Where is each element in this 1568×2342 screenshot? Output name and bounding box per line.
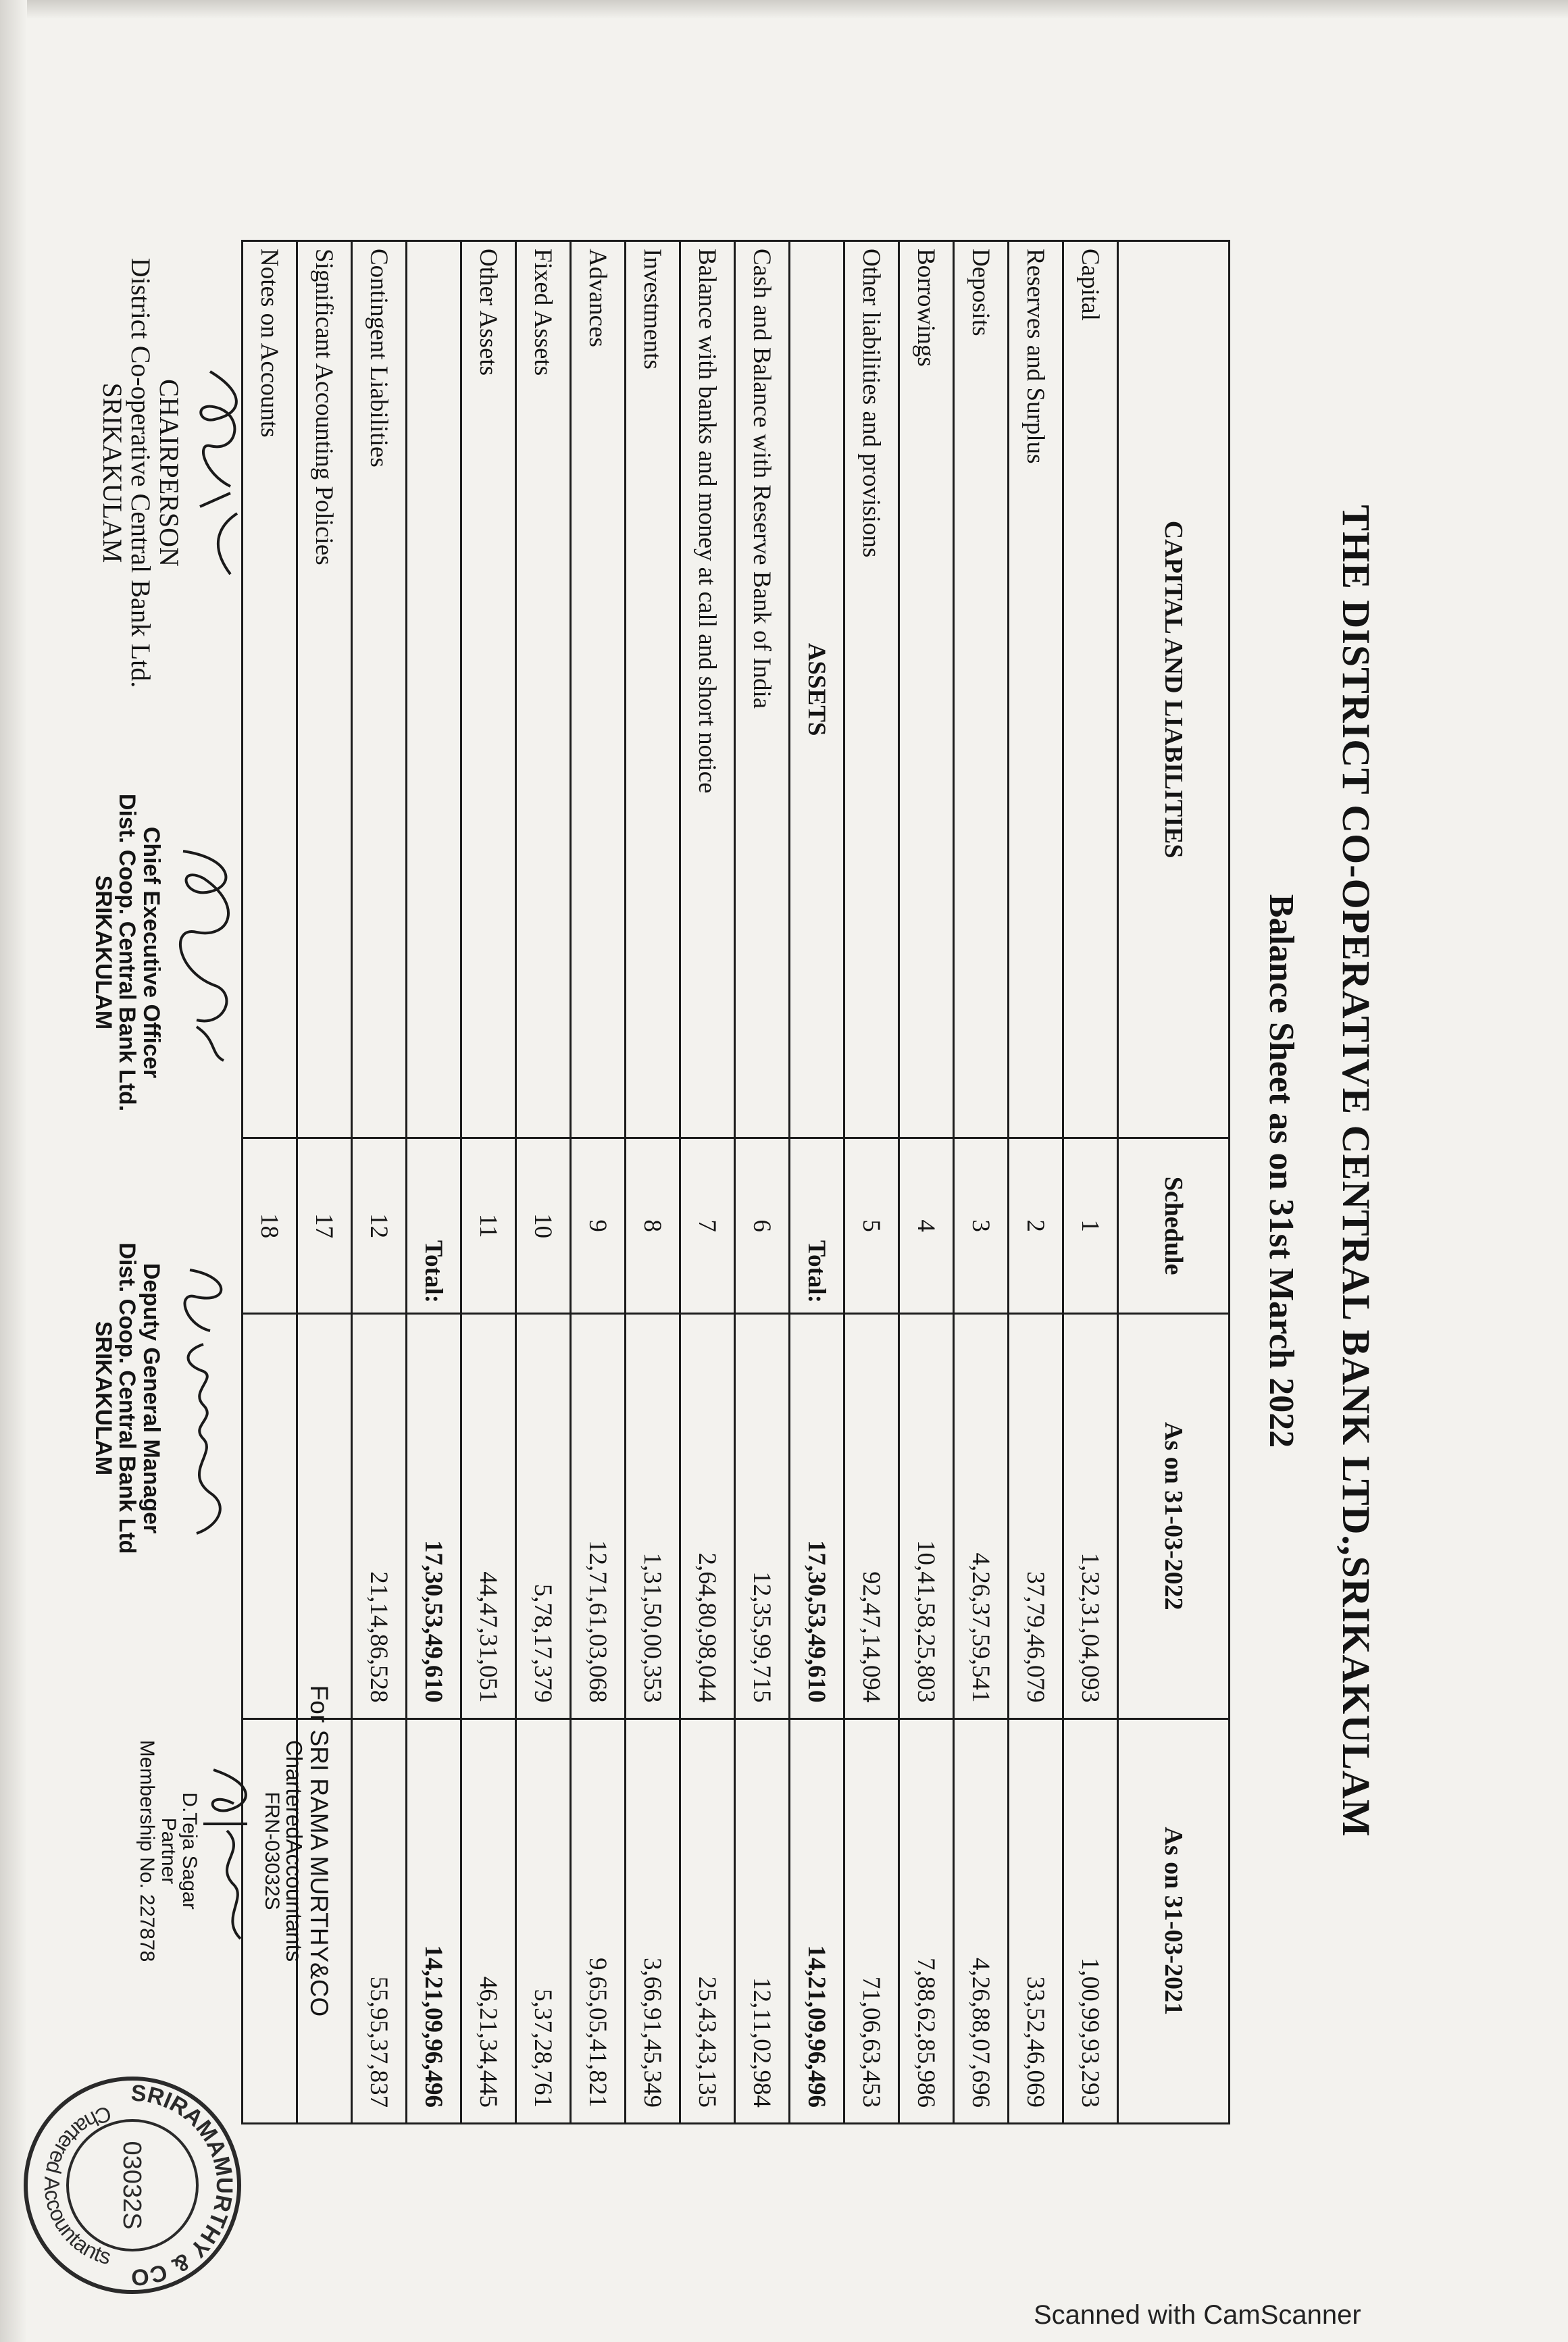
assets-total-row [407, 241, 461, 2124]
table-row [735, 241, 790, 2124]
table-row [626, 241, 680, 2124]
table-row [680, 241, 735, 2124]
auditor-signature-block [136, 1608, 332, 2094]
row-previous: 4,26,88,07,696 [954, 1719, 1009, 2123]
table-header-row [1118, 241, 1230, 2124]
camscanner-watermark: Scanned with CamScanner [1034, 2300, 1361, 2330]
row-label: Investments [626, 241, 680, 1138]
dgm-place: SRIKAKULAM [90, 1321, 116, 1476]
auditor-firm: For SRI RAMA MURTHY&CO [305, 1685, 333, 2017]
row-previous: 25,43,43,135 [680, 1719, 735, 2123]
total-label: Total: [407, 1138, 461, 1314]
row-label: Other liabilities and provisions [844, 241, 899, 1138]
row-label: Reserves and Surplus [1009, 241, 1063, 1138]
row-label: Borrowings [899, 241, 954, 1138]
ceo-org: Dist. Coop. Central Bank Ltd. [114, 793, 141, 1112]
row-label: Notes on Accounts [243, 241, 297, 1138]
row-label: Fixed Assets [516, 241, 571, 1138]
row-previous: 33,52,46,069 [1009, 1719, 1063, 2123]
row-label: Capital [1063, 241, 1118, 1138]
auditor-seal-stamp [21, 2074, 244, 2297]
header-current-year: As on 31-03-2022 [1118, 1314, 1230, 1719]
header-particulars: CAPITAL AND LIABILITIES [1118, 241, 1230, 1138]
total-previous: 14,21,09,96,496 [790, 1719, 844, 2123]
row-schedule: 18 [243, 1138, 297, 1314]
total-current: 17,30,53,49,610 [407, 1314, 461, 1719]
assets-heading: ASSETS [790, 241, 844, 1138]
row-schedule: 2 [1009, 1138, 1063, 1314]
ceo-signature-block [91, 696, 244, 1209]
bank-title: THE DISTRICT CO-OPERATIVE CENTRAL BANK LTD.,SRIKAKULAM [1334, 505, 1378, 1837]
chairperson-signature-block [98, 223, 257, 723]
empty-cell [407, 241, 461, 1138]
row-schedule: 5 [844, 1138, 899, 1314]
row-schedule: 8 [626, 1138, 680, 1314]
chairperson-org: District Co-operative Central Bank Ltd. [126, 257, 156, 688]
auditor-membership: Membership No. 227878 [136, 1739, 159, 1962]
row-label: Significant Accounting Policies [297, 241, 352, 1138]
ceo-title: Chief Executive Officer [138, 826, 164, 1079]
seal-bottom-text: Chartered Accountants [39, 2101, 115, 2270]
table-row [352, 241, 407, 2124]
row-label: Advances [571, 241, 626, 1138]
table-row [954, 241, 1009, 2124]
row-schedule: 12 [352, 1138, 407, 1314]
row-current: 5,78,17,379 [516, 1314, 571, 1719]
dgm-title: Deputy General Manager [138, 1263, 164, 1534]
row-schedule: 7 [680, 1138, 735, 1314]
row-schedule: 11 [461, 1138, 516, 1314]
row-schedule: 10 [516, 1138, 571, 1314]
dgm-signature-block [91, 1142, 244, 1655]
row-current: 37,79,46,079 [1009, 1314, 1063, 1719]
total-previous: 14,21,09,96,496 [407, 1719, 461, 2123]
row-current: 10,41,58,25,803 [899, 1314, 954, 1719]
row-label: Deposits [954, 241, 1009, 1138]
chairperson-place: SRIKAKULAM [97, 382, 128, 563]
row-schedule: 1 [1063, 1138, 1118, 1314]
auditor-designation: CharteredAccountants [282, 1739, 307, 1962]
row-current: 4,26,37,59,541 [954, 1314, 1009, 1719]
row-schedule: 3 [954, 1138, 1009, 1314]
row-label: Other Assets [461, 241, 516, 1138]
row-schedule: 9 [571, 1138, 626, 1314]
header-previous-year: As on 31-03-2021 [1118, 1719, 1230, 2123]
chairperson-title: CHAIRPERSON [154, 379, 184, 567]
table-row [844, 241, 899, 2124]
row-label: Contingent Liabilities [352, 241, 407, 1138]
table-row [461, 241, 516, 2124]
row-previous: 7,88,62,85,986 [899, 1719, 954, 2123]
table-row [899, 241, 954, 2124]
header-schedule: Schedule [1118, 1138, 1230, 1314]
row-label: Balance with banks and money at call and short notice [680, 241, 735, 1138]
row-current: 12,35,99,715 [735, 1314, 790, 1719]
row-previous: 12,11,02,984 [735, 1719, 790, 2123]
total-current: 17,30,53,49,610 [790, 1314, 844, 1719]
auditor-partner-role: Partner [157, 1817, 180, 1885]
auditor-frn: FRN-03032S [260, 1791, 283, 1910]
ceo-place: SRIKAKULAM [90, 875, 116, 1030]
row-previous: 3,66,91,45,349 [626, 1719, 680, 2123]
row-current: 44,47,31,051 [461, 1314, 516, 1719]
balance-sheet-table [241, 240, 1230, 2124]
row-current: 21,14,86,528 [352, 1314, 407, 1719]
row-previous: 55,95,37,837 [352, 1719, 407, 2123]
table-row [516, 241, 571, 2124]
balance-sheet-subtitle: Balance Sheet as on 31st March 2022 [1262, 894, 1300, 1448]
row-schedule: 6 [735, 1138, 790, 1314]
ceo-signature-mark [163, 824, 244, 1081]
row-schedule: 4 [899, 1138, 954, 1314]
row-previous: 1,00,99,93,293 [1063, 1719, 1118, 2123]
row-label: Cash and Balance with Reserve Bank of India [735, 241, 790, 1138]
seal-top-text: SRIRAMAMURTHY & CO [130, 2080, 238, 2291]
row-schedule: 17 [297, 1138, 352, 1314]
row-current: 12,71,61,03,068 [571, 1314, 626, 1719]
total-label: Total: [790, 1138, 844, 1314]
auditor-signature-mark [200, 1750, 261, 1952]
dgm-org: Dist. Coop. Central Bank Ltd [114, 1242, 141, 1554]
table-row [1009, 241, 1063, 2124]
seal-number: 03032S [118, 2141, 146, 2230]
chairperson-signature-mark [183, 351, 257, 594]
row-previous: 5,37,28,761 [516, 1719, 571, 2123]
row-current: 1,31,50,00,353 [626, 1314, 680, 1719]
liabilities-total-row [790, 241, 844, 2124]
row-previous: 46,21,34,445 [461, 1719, 516, 2123]
row-current: 2,64,80,98,044 [680, 1314, 735, 1719]
row-previous: 9,65,05,41,821 [571, 1719, 626, 2123]
table-row [1063, 241, 1118, 2124]
table-row [571, 241, 626, 2124]
dgm-signature-mark [163, 1250, 244, 1547]
row-previous: 71,06,63,453 [844, 1719, 899, 2123]
row-current: 1,32,31,04,093 [1063, 1314, 1118, 1719]
auditor-partner-name: D.Teja Sagar [178, 1792, 201, 1910]
row-current: 92,47,14,094 [844, 1314, 899, 1719]
